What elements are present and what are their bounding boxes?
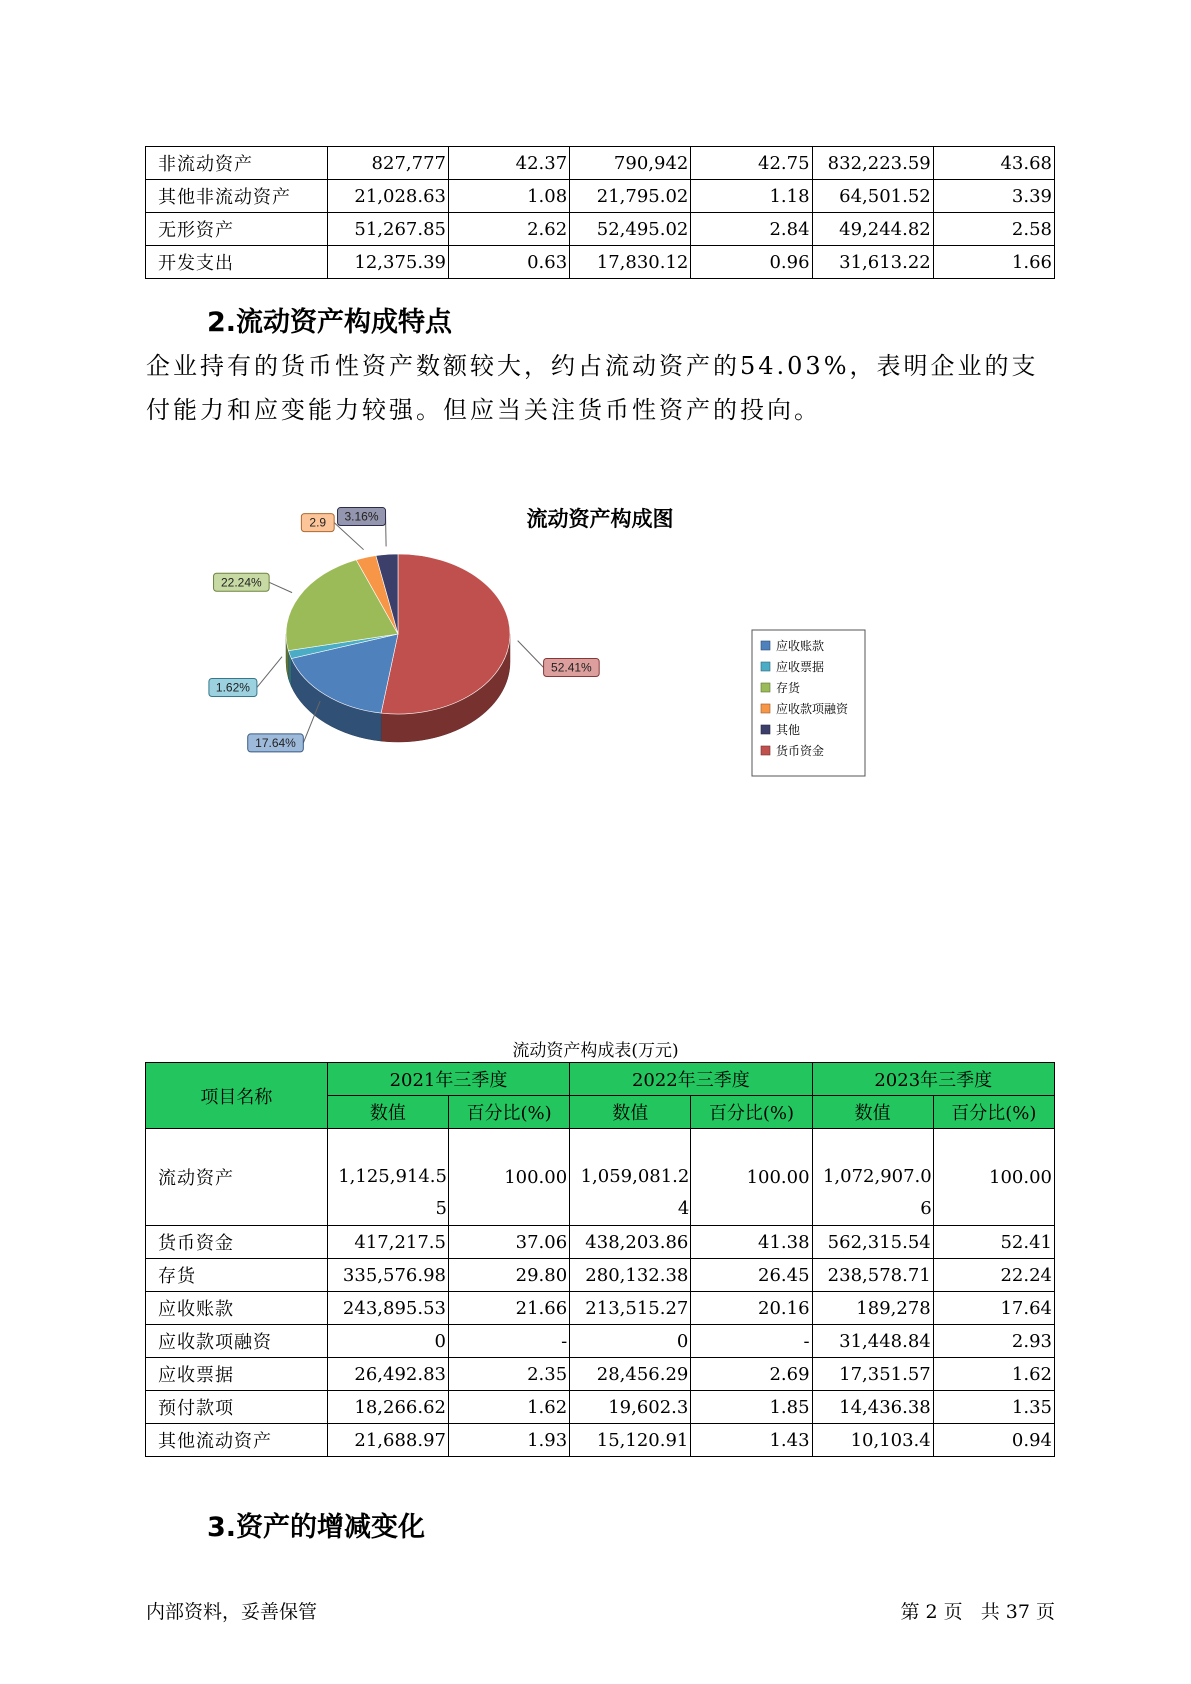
header-item-name: 项目名称 xyxy=(146,1063,328,1129)
value-cell: 31,613.22 xyxy=(812,246,933,279)
section-heading-2: 2.流动资产构成特点 xyxy=(207,307,453,338)
percent-cell: 100.00 xyxy=(691,1129,812,1226)
value-cell: 790,942 xyxy=(570,147,691,180)
percent-cell: 21.66 xyxy=(448,1292,569,1325)
table-row xyxy=(146,1424,1055,1457)
value-cell: 17,351.57 xyxy=(812,1358,933,1391)
data-label: 52.41% xyxy=(551,660,592,675)
table-row xyxy=(146,1358,1055,1391)
value-cell: 417,217.5 xyxy=(327,1226,448,1259)
value-cell: 19,602.3 xyxy=(570,1391,691,1424)
percent-cell: 3.39 xyxy=(933,180,1054,213)
header-row-periods xyxy=(146,1063,1055,1096)
value-cell: 280,132.38 xyxy=(570,1259,691,1292)
section-heading-3: 3.资产的增减变化 xyxy=(207,1512,426,1543)
table-row xyxy=(146,1129,1055,1226)
table-row xyxy=(146,246,1055,279)
footer-page-number: 第 2 页 共 37 页 xyxy=(900,1601,1055,1623)
value-cell: 832,223.59 xyxy=(812,147,933,180)
row-label: 应收票据 xyxy=(146,1358,328,1391)
header-period-2021: 2021年三季度 xyxy=(327,1063,569,1096)
legend-item: 应收账款 xyxy=(776,639,825,653)
percent-cell: 41.38 xyxy=(691,1226,812,1259)
legend-item: 应收票据 xyxy=(776,660,825,674)
percent-cell: 20.16 xyxy=(691,1292,812,1325)
row-label: 其他流动资产 xyxy=(146,1424,328,1457)
value-cell: 562,315.54 xyxy=(812,1226,933,1259)
legend-swatch xyxy=(761,704,770,713)
table-row xyxy=(146,1325,1055,1358)
header-percent: 百分比(%) xyxy=(933,1096,1054,1129)
row-label: 非流动资产 xyxy=(146,147,328,180)
value-cell: 438,203.86 xyxy=(570,1226,691,1259)
chart-legend xyxy=(752,630,865,776)
row-label: 应收账款 xyxy=(146,1292,328,1325)
percent-cell: 2.35 xyxy=(448,1358,569,1391)
current-assets-table xyxy=(145,1062,1055,1457)
table-row xyxy=(146,1226,1055,1259)
value-cell: 28,456.29 xyxy=(570,1358,691,1391)
percent-cell: 22.24 xyxy=(933,1259,1054,1292)
value-cell: 243,895.53 xyxy=(327,1292,448,1325)
value-cell: 26,492.83 xyxy=(327,1358,448,1391)
table-row xyxy=(146,213,1055,246)
percent-cell: 42.75 xyxy=(691,147,812,180)
header-value: 数值 xyxy=(570,1096,691,1129)
row-label: 应收款项融资 xyxy=(146,1325,328,1358)
row-label: 预付款项 xyxy=(146,1391,328,1424)
chart-title: 流动资产构成图 xyxy=(526,506,674,531)
legend-swatch xyxy=(761,746,770,755)
non-current-assets-table xyxy=(145,146,1055,279)
row-label: 流动资产 xyxy=(146,1129,328,1226)
data-label: 2.9 xyxy=(309,515,327,530)
percent-cell: 37.06 xyxy=(448,1226,569,1259)
percent-cell: 2.62 xyxy=(448,213,569,246)
value-cell: 12,375.39 xyxy=(327,246,448,279)
section-paragraph: 企业持有的货币性资产数额较大，约占流动资产的54.03%，表明企业的支付能力和应变能力较强。但应当关注货币性资产的投向。 xyxy=(146,352,1039,424)
value-cell: 827,777 xyxy=(327,147,448,180)
table-row xyxy=(146,1259,1055,1292)
leader-line xyxy=(257,657,282,688)
percent-cell: 26.45 xyxy=(691,1259,812,1292)
leader-line xyxy=(518,641,544,668)
row-label: 开发支出 xyxy=(146,246,328,279)
value-cell: 1,072,907.06 xyxy=(812,1129,933,1226)
legend-item: 货币资金 xyxy=(776,744,825,758)
percent-cell: 1.62 xyxy=(933,1358,1054,1391)
value-cell: 64,501.52 xyxy=(812,180,933,213)
value-cell: 21,688.97 xyxy=(327,1424,448,1457)
value-cell: 0 xyxy=(327,1325,448,1358)
value-cell: 21,028.63 xyxy=(327,180,448,213)
value-cell: 1,059,081.24 xyxy=(570,1129,691,1226)
percent-cell: 0.63 xyxy=(448,246,569,279)
data-label: 3.16% xyxy=(344,509,379,524)
header-period-2023: 2023年三季度 xyxy=(812,1063,1054,1096)
table-row xyxy=(146,1292,1055,1325)
percent-cell: 42.37 xyxy=(448,147,569,180)
value-cell: 213,515.27 xyxy=(570,1292,691,1325)
percent-cell: - xyxy=(691,1325,812,1358)
percent-cell: 1.85 xyxy=(691,1391,812,1424)
legend-swatch xyxy=(761,683,770,692)
percent-cell: 0.94 xyxy=(933,1424,1054,1457)
table-row xyxy=(146,1391,1055,1424)
header-value: 数值 xyxy=(812,1096,933,1129)
value-cell: 10,103.4 xyxy=(812,1424,933,1457)
value-cell: 17,830.12 xyxy=(570,246,691,279)
percent-cell: 1.43 xyxy=(691,1424,812,1457)
percent-cell: 100.00 xyxy=(933,1129,1054,1226)
value-cell: 238,578.71 xyxy=(812,1259,933,1292)
value-cell: 21,795.02 xyxy=(570,180,691,213)
legend-item: 应收款项融资 xyxy=(776,702,849,716)
value-cell: 15,120.91 xyxy=(570,1424,691,1457)
current-assets-pie-chart xyxy=(215,496,910,796)
header-period-2022: 2022年三季度 xyxy=(570,1063,812,1096)
percent-cell: 0.96 xyxy=(691,246,812,279)
data-label: 22.24% xyxy=(220,575,262,590)
value-cell: 51,267.85 xyxy=(327,213,448,246)
legend-item: 存货 xyxy=(776,681,801,695)
row-label: 其他非流动资产 xyxy=(146,180,328,213)
legend-swatch xyxy=(761,641,770,650)
percent-cell: 1.93 xyxy=(448,1424,569,1457)
data-label: 1.62% xyxy=(215,680,250,695)
header-percent: 百分比(%) xyxy=(448,1096,569,1129)
leader-line xyxy=(269,582,292,592)
footer-confidential: 内部资料，妥善保管 xyxy=(146,1601,318,1623)
percent-cell: 1.35 xyxy=(933,1391,1054,1424)
row-label: 货币资金 xyxy=(146,1226,328,1259)
value-cell: 49,244.82 xyxy=(812,213,933,246)
percent-cell: 100.00 xyxy=(448,1129,569,1226)
percent-cell: 1.62 xyxy=(448,1391,569,1424)
value-cell: 31,448.84 xyxy=(812,1325,933,1358)
value-cell: 52,495.02 xyxy=(570,213,691,246)
percent-cell: 43.68 xyxy=(933,147,1054,180)
row-label: 无形资产 xyxy=(146,213,328,246)
table-caption: 流动资产构成表(万元) xyxy=(512,1041,679,1061)
percent-cell: 2.93 xyxy=(933,1325,1054,1358)
percent-cell: 29.80 xyxy=(448,1259,569,1292)
header-percent: 百分比(%) xyxy=(691,1096,812,1129)
data-label: 17.64% xyxy=(255,735,296,750)
percent-cell: 52.41 xyxy=(933,1226,1054,1259)
percent-cell: 2.58 xyxy=(933,213,1054,246)
percent-cell: 17.64 xyxy=(933,1292,1054,1325)
legend-swatch xyxy=(761,725,770,734)
percent-cell: 2.69 xyxy=(691,1358,812,1391)
value-cell: 1,125,914.55 xyxy=(327,1129,448,1226)
leader-line xyxy=(334,523,363,550)
legend-swatch xyxy=(761,662,770,671)
value-cell: 18,266.62 xyxy=(327,1391,448,1424)
value-cell: 189,278 xyxy=(812,1292,933,1325)
value-cell: 14,436.38 xyxy=(812,1391,933,1424)
header-value: 数值 xyxy=(327,1096,448,1129)
percent-cell: 2.84 xyxy=(691,213,812,246)
percent-cell: 1.66 xyxy=(933,246,1054,279)
percent-cell: 1.18 xyxy=(691,180,812,213)
row-label: 存货 xyxy=(146,1259,328,1292)
value-cell: 0 xyxy=(570,1325,691,1358)
table-row xyxy=(146,180,1055,213)
percent-cell: - xyxy=(448,1325,569,1358)
percent-cell: 1.08 xyxy=(448,180,569,213)
value-cell: 335,576.98 xyxy=(327,1259,448,1292)
legend-item: 其他 xyxy=(776,723,801,737)
table-row xyxy=(146,147,1055,180)
